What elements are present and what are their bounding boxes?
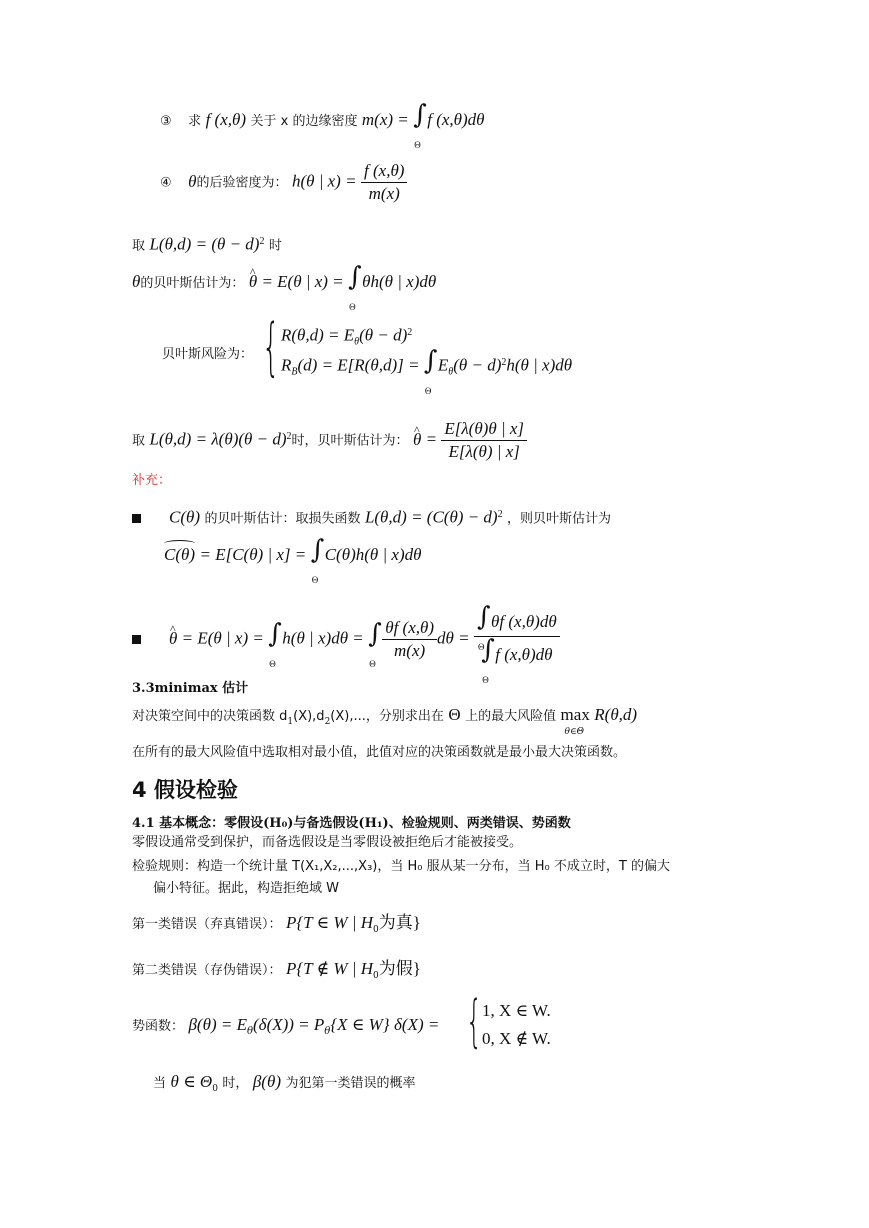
loss2-line: 取 $L(\theta,d) = \lambda(\theta)(\theta - d)^2$时，贝叶斯估计为： ^ θ = $\frac{E[\lambda(\theta)\theta | x]}{E[\lambda(\theta) | x]}$: [132, 420, 527, 461]
power-line: 势函数： $\beta(\theta) = E_\theta(\delta(X)) = P_\theta\{X$ ∈ W} δ(X) =: [132, 1015, 440, 1037]
posterior-fraction: $\frac{f (x,\theta)}{m(x)}$: [361, 162, 407, 203]
paragraph-null-hypothesis: 零假设通常受到保护，而备选假设是当零假设被拒绝后才能被接受。: [132, 835, 523, 850]
integral-sign: ∫ Θ: [424, 356, 436, 378]
left-brace: {: [262, 310, 280, 383]
paragraph-test-rule: 检验规则：构造一个统计量 T(X₁,X₂,...,X₃)，当 H₀ 服从某一分布，当 H₀ 不成立时，T 的偏大: [132, 859, 670, 874]
section4-heading: 4 假设检验: [132, 778, 238, 802]
integral-sign: ∫ Θ: [348, 272, 360, 294]
integral-ratio-fraction: ∫ Θ θf (x,θ)dθ ∫ Θ f (x,θ)dθ: [474, 612, 560, 667]
theta-hat: ^ θ: [413, 431, 421, 449]
integral-sign: ∫ Θ: [311, 545, 323, 567]
integral-sign: ∫ Θ: [413, 110, 425, 132]
bullet1-line: C(θ) 的贝叶斯估计：取损失函数 $L(\theta,d) = (C(\theta) - d)^2$ ，则贝叶斯估计为: [132, 506, 611, 529]
theta-hat: ^ θ: [249, 273, 257, 291]
bullet-square-icon: [132, 514, 141, 523]
integral-sign: ∫ Θ: [268, 629, 280, 651]
supplement-label: 补充：: [132, 473, 172, 488]
weighted-estimate-fraction: $\frac{E[\lambda(\theta)\theta | x]}{E[\lambda(\theta) | x]}$: [441, 420, 527, 461]
theta-hat: ^ θ: [169, 630, 177, 648]
step3-line: ③ 求 f (x,θ) 关于 x 的边缘密度 m(x) = ∫ Θ f (x,θ)dθ: [160, 110, 485, 132]
error1-line: 第一类错误（弃真错误）： P{T ∈ W | $H_0$为真}: [132, 913, 421, 935]
bullet2-line: ^ θ = E(θ | x) = ∫ Θ h(θ | x)dθ = ∫ Θ $\frac{\theta f (x,\theta)}{m(x)}$ dθ = ∫ Θ θf (x,θ)dθ ∫ Θ f (x,θ)dθ: [132, 612, 560, 667]
loss1-line: 取 $L(\theta,d) = (\theta - d)^2$ 时: [132, 234, 282, 254]
integral-sign: ∫ Θ: [368, 629, 380, 651]
minimax-heading: 3.3minimax 估计: [132, 681, 249, 696]
step4-line: ④ θ的后验密度为： h(θ | x) = $\frac{f (x,\theta)}{m(x)}$: [160, 162, 407, 203]
density-ratio-fraction: $\frac{\theta f (x,\theta)}{m(x)}$: [382, 619, 437, 660]
bullet1-formula: C(θ) = E[C(θ) | x] = ∫ Θ C(θ)h(θ | x)dθ: [164, 545, 421, 567]
error2-line: 第二类错误（存伪错误）： P{T ∉ W | $H_0$为假}: [132, 959, 421, 981]
section41-heading: 4.1 基本概念：零假设(H₀)与备选假设(H₁)、检验规则、两类错误、势函数: [132, 816, 571, 831]
final-line: 当 θ ∈ $\Theta_0$ 时， β(θ) 为犯第一类错误的概率: [153, 1072, 416, 1094]
left-brace: {: [466, 989, 483, 1054]
minimax-line2: 在所有的最大风险值中选取相对最小值，此值对应的决策函数就是最小最大决策函数。: [132, 745, 627, 760]
bullet-square-icon: [132, 635, 141, 644]
bayes-estimate-line: θ的贝叶斯估计为： ^ θ = E(θ | x) = ∫ Θ θh(θ | x)dθ: [132, 272, 436, 294]
paragraph-test-rule-cont: 偏小特征。据此，构造拒绝域 W: [153, 881, 339, 896]
minimax-line1: 对决策空间中的决策函数 $d_1(X),d_2(X)$,...，分别求出在 Θ 上的最大风险值 max θ∈Θ R(θ,d): [132, 705, 638, 737]
